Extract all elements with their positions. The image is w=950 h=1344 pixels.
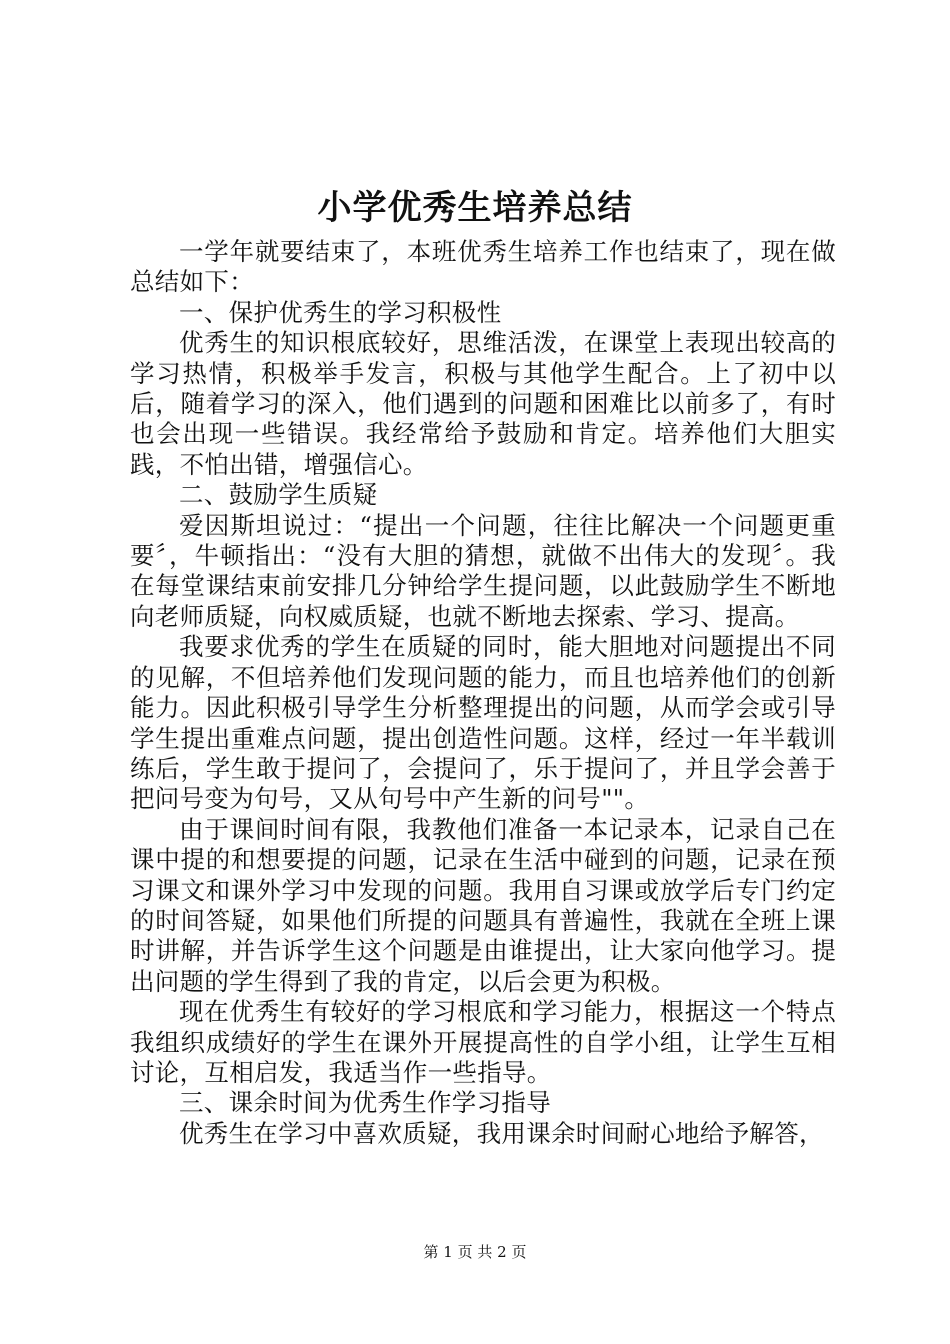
paragraph-study-group: 现在优秀生有较好的学习根底和学习能力，根据这一个特点我组织成绩好的学生在课外开展提高性的自学小组，让学生互相讨论，互相启发，我适当作一些指导。 [130,997,836,1087]
document-body [130,237,836,1149]
heading-section-2: 二、鼓励学生质疑 [179,480,378,510]
heading-section-1: 一、保护优秀生的学习积极性 [179,297,502,327]
paragraph-einstein-quote: 爱因斯坦说过：“提出一个问题，往往比解决一个问题更重要〞，牛顿指出：“没有大胆的猜想，就做不出伟大的发现〞。我在每堂课结束前安排几分钟给学生提问题，以此鼓励学生不断地向老师质疑，向权威质疑，也就不断地去探索、学习、提高。 [130,510,836,631]
paragraph-questioning: 我要求优秀的学生在质疑的同时，能大胆地对问题提出不同的见解，不但培养他们发现问题的能力，而且也培养他们的创新能力。因此积极引导学生分析整理提出的问题，从而学会或引导学生提出重难点问题，提出创造性问题。这样，经过一年半载训练后，学生敢于提问了，会提问了，乐于提问了，并且学会善于把问号变为句号，又从句号中产生新的问号""。 [130,632,836,814]
heading-section-3: 三、课余时间为优秀生作学习指导 [179,1088,551,1118]
paragraph-section-1: 优秀生的知识根底较好，思维活泼，在课堂上表现出较高的学习热情，积极举手发言，积极与其他学生配合。上了初中以后，随着学习的深入，他们遇到的问题和困难比以前多了，有时也会出现一些错误。我经常给予鼓励和肯定。培养他们大胆实践，不怕出错，增强信心。 [130,328,836,479]
paragraph-intro: 一学年就要结束了，本班优秀生培养工作也结束了，现在做总结如下： [130,237,836,297]
page-number-footer: 第 1 页 共 2 页 [423,1243,527,1261]
paragraph-section-3: 优秀生在学习中喜欢质疑，我用课余时间耐心地给予解答， [179,1118,824,1148]
page-title: 小学优秀生培养总结 [317,188,633,228]
paragraph-notebook: 由于课间时间有限，我教他们准备一本记录本，记录自己在课中提的和想要提的问题，记录在生活中碰到的问题，记录在预习课文和课外学习中发现的问题。我用自习课或放学后专门约定的时间答疑，如果他们所提的问题具有普遍性，我就在全班上课时讲解，并告诉学生这个问题是由谁提出，让大家向他学习。提出问题的学生得到了我的肯定，以后会更为积极。 [130,814,836,996]
